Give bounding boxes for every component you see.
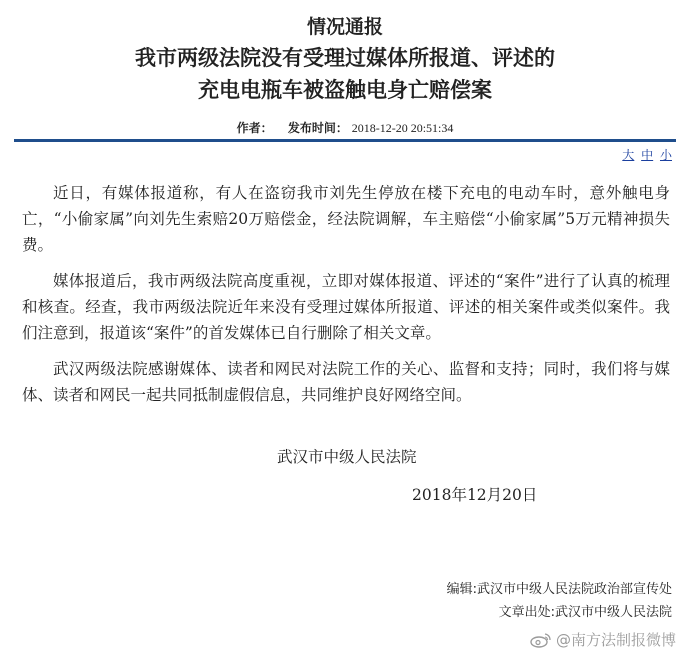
article-body — [22, 180, 670, 418]
article-paragraph: 武汉两级法院感谢媒体、读者和网民对法院工作的关心、监督和支持；同时，我们将与媒体、读者和网民一起共同抵制虚假信息，共同维护良好网络空间。 — [22, 360, 670, 404]
source-credit: 文章出处:武汉市中级人民法院 — [498, 605, 672, 620]
font-size-switcher — [619, 146, 672, 163]
font-size-medium-link[interactable]: 中 — [641, 148, 654, 162]
signature-date: 2018年12月20日 — [412, 486, 538, 504]
notice-title-line-2: 充电电瓶车被盗触电身亡赔偿案 — [198, 77, 492, 102]
weibo-icon — [530, 632, 552, 648]
signature: 武汉市中级人民法院 — [277, 448, 417, 466]
editor-credit: 编辑:武汉市中级人民法院政治部宣传处 — [446, 582, 672, 597]
header-divider — [14, 139, 676, 142]
article-paragraph: 媒体报道后，我市两级法院高度重视，立即对媒体报道、评述的“案件”进行了认真的梳理和核查。经查，我市两级法院近年来没有受理过媒体所报道、评述的相关案件或类似案件。我们注意到，报道该“案件”的首发媒体已自行删除了相关文章。 — [22, 272, 670, 342]
weibo-watermark — [530, 629, 676, 650]
font-size-large-link[interactable]: 大 — [622, 148, 635, 162]
publish-time-label: 发布时间： — [287, 121, 348, 135]
watermark-text: @南方法制报微博 — [555, 631, 676, 649]
font-size-small-link[interactable]: 小 — [659, 148, 672, 162]
publish-time-value: 2018-12-20 20:51:34 — [351, 121, 454, 135]
article-meta — [0, 119, 690, 136]
article-paragraph: 近日，有媒体报道称，有人在盗窃我市刘先生停放在楼下充电的电动车时，意外触电身亡，“小偷家属”向刘先生索赔20万赔偿金，经法院调解，车主赔偿“小偷家属”5万元精神损失费。 — [22, 184, 670, 254]
notice-kicker: 情况通报 — [306, 16, 383, 38]
author-label: 作者： — [236, 121, 273, 135]
notice-title-line-1: 我市两级法院没有受理过媒体所报道、评述的 — [135, 45, 555, 70]
